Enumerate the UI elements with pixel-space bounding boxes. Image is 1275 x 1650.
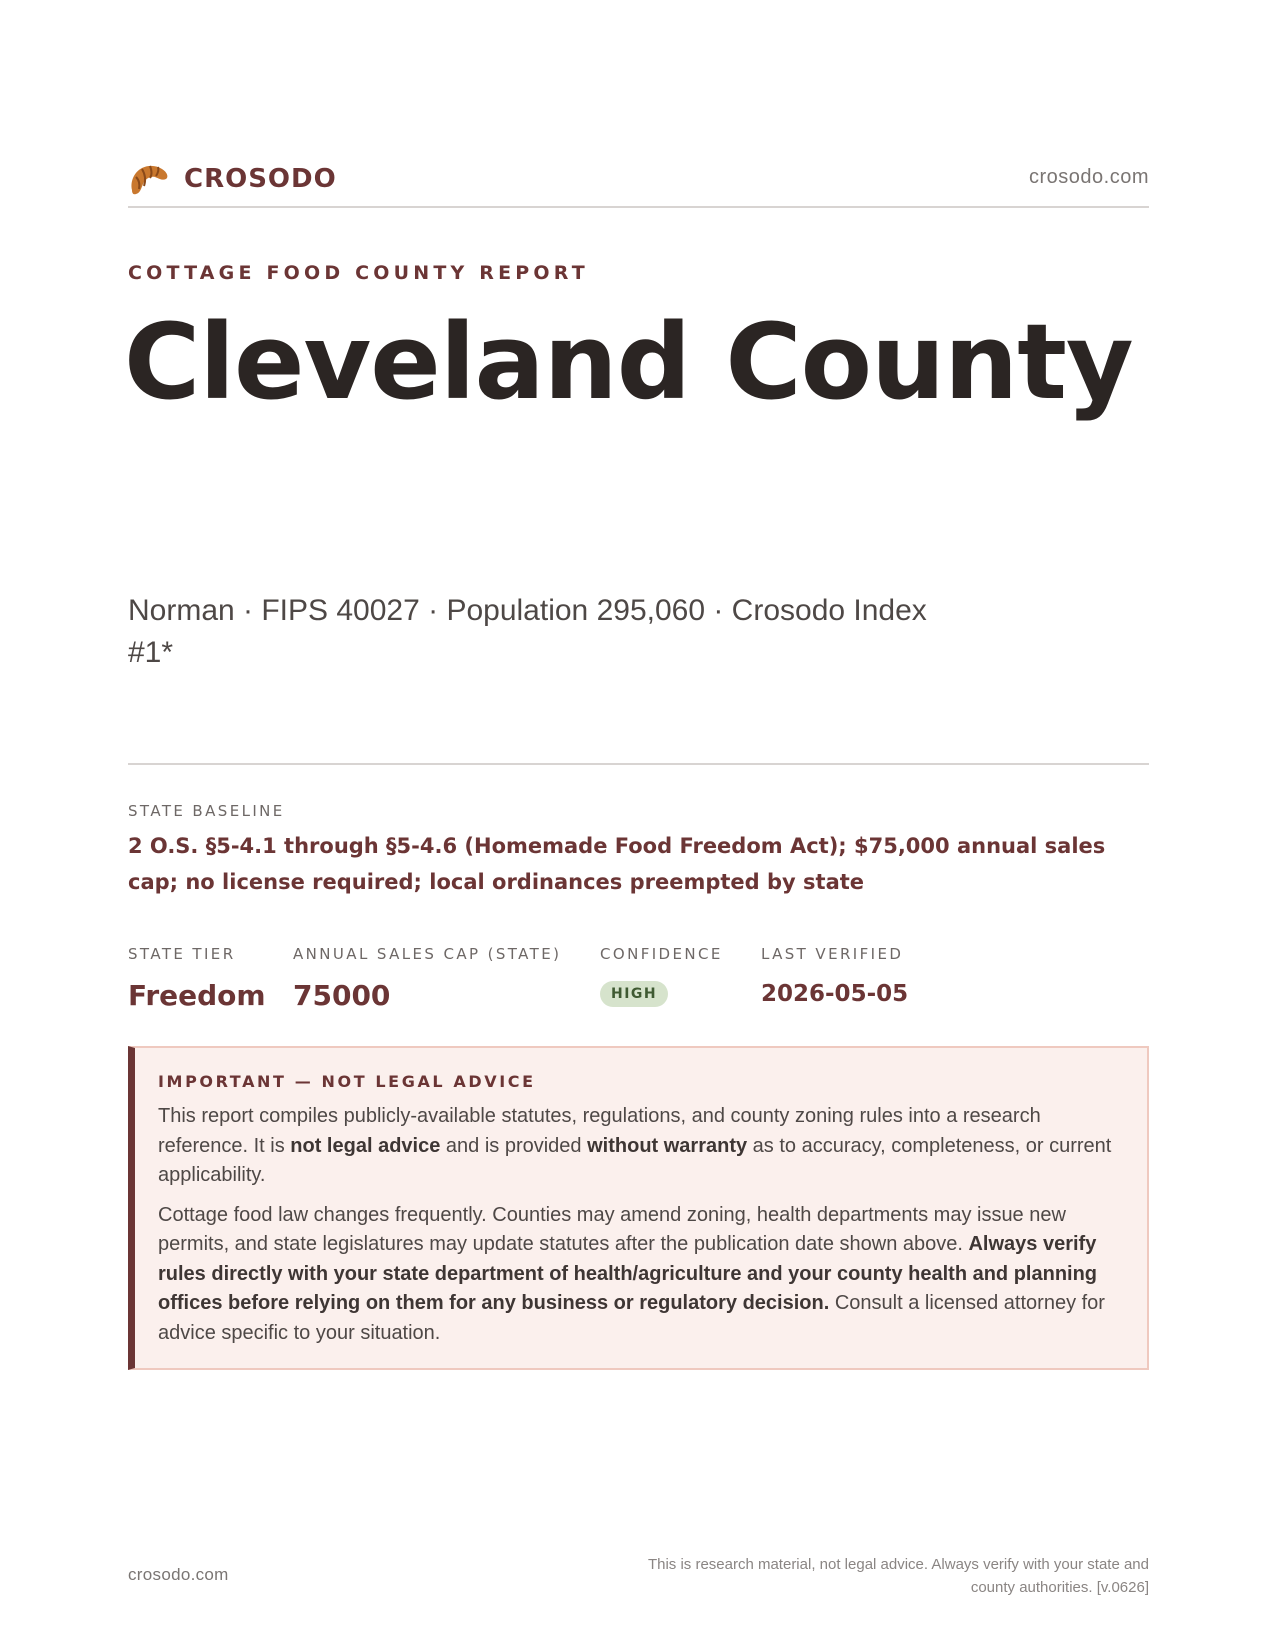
report-page [124, 0, 1149, 1650]
notice-emphasis: without warranty [587, 1134, 748, 1157]
stat-last-verified [761, 945, 908, 1007]
notice-text: This report compiles publicly-available statutes, regulations, and county zoning rules into a research reference. It is [158, 1105, 1041, 1157]
baseline-text: 2 O.S. §5-4.1 through §5-4.6 (Homemade Food Freedom Act); $75,000 annual sales cap; no license required; local ordinances preempted by state [128, 834, 1106, 894]
footer-disclaimer: This is research material, not legal advice. Always verify with your state and county authorities. [v.0626] [647, 1556, 1149, 1596]
notice-text: Cottage food law changes frequently. Counties may amend zoning, health departments may issue new permits, and state legislatures may update statutes after the publication date shown above. [158, 1203, 1066, 1255]
page-title: Cleveland County [124, 301, 1133, 423]
stat-value: 2026-05-05 [761, 981, 909, 1007]
baseline-label: STATE BASELINE [128, 802, 285, 820]
croissant-icon [128, 160, 170, 198]
stat-state-tier [128, 945, 266, 1012]
confidence-badge: HIGH [600, 981, 668, 1007]
brand [128, 160, 337, 198]
divider [128, 763, 1149, 765]
notice-text: and is provided [440, 1134, 588, 1157]
footer-url[interactable]: crosodo.com [128, 1565, 229, 1584]
stat-label: LAST VERIFIED [761, 945, 904, 963]
stat-sales-cap [293, 945, 561, 1012]
legal-notice [128, 1046, 1149, 1370]
notice-emphasis: not legal advice [290, 1134, 441, 1157]
county-subtitle: Norman · FIPS 40027 · Population 295,060 · Crosodo Index #1* [128, 594, 927, 669]
stat-label: ANNUAL SALES CAP (STATE) [293, 945, 562, 963]
brand-name: CROSODO [184, 164, 337, 194]
notice-paragraph [158, 1102, 1128, 1191]
notice-body [158, 1102, 1128, 1348]
stat-label: STATE TIER [128, 945, 236, 963]
stat-confidence [600, 945, 723, 1007]
stat-value: Freedom [128, 979, 266, 1012]
page-header [128, 160, 1149, 208]
notice-text: Consult a licensed attorney for advice specific to your situation. [158, 1292, 1105, 1344]
stat-label: CONFIDENCE [600, 945, 723, 963]
stat-value: 75000 [293, 979, 391, 1012]
notice-text: as to accuracy, completeness, or current applicability. [158, 1134, 1112, 1186]
site-url[interactable]: crosodo.com [1029, 166, 1149, 188]
notice-heading: IMPORTANT — NOT LEGAL ADVICE [158, 1072, 536, 1091]
notice-emphasis: Always verify rules directly with your state department of health/agriculture and your county health and planning offices before relying on them for any business or regulatory decision. [158, 1233, 1098, 1314]
notice-paragraph [158, 1201, 1128, 1349]
report-eyebrow: COTTAGE FOOD COUNTY REPORT [128, 262, 589, 284]
